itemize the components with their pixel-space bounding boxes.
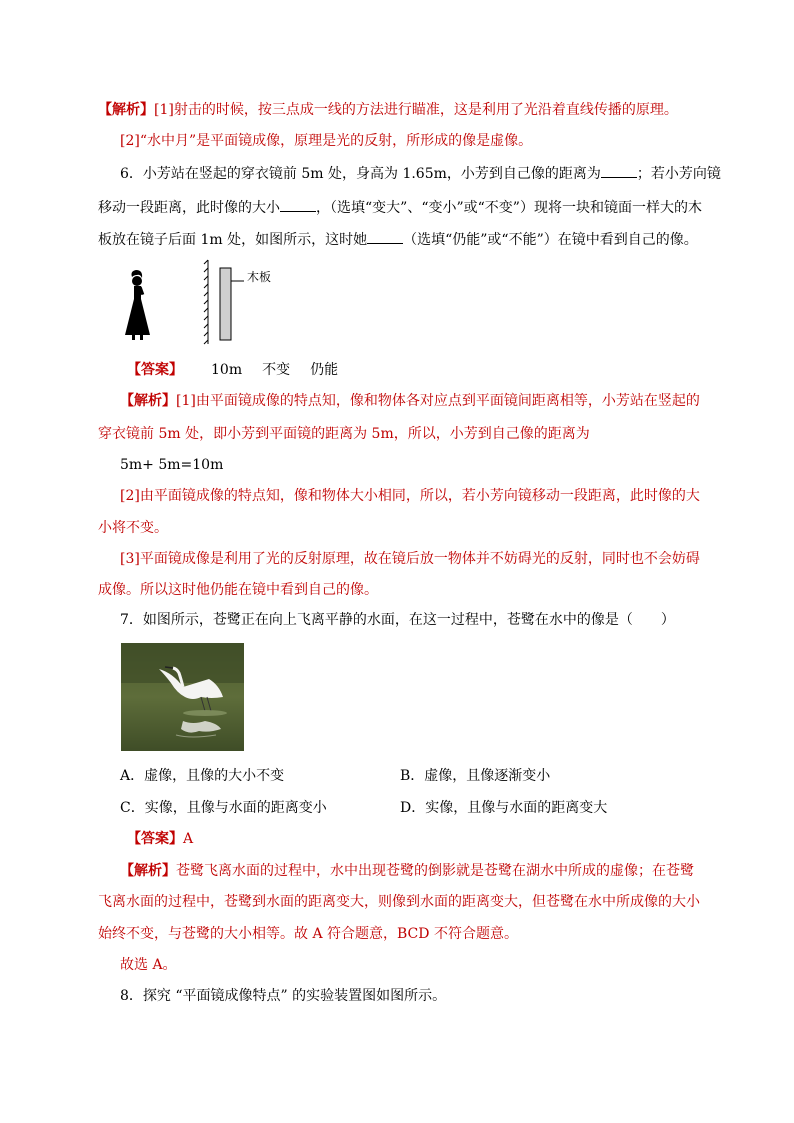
answer-tag: 【答案】 <box>127 831 183 847</box>
answer-value: 仍能 <box>310 362 339 378</box>
girl-figure <box>125 270 150 340</box>
q7-analysis-line3: 始终不变，与苍鹭的大小相等。故 A 符合题意，BCD 不符合题意。 <box>98 926 518 942</box>
analysis-text: [1]由平面镜成像的特点知，像和物体各对应点到平面镜间距离相等，小芳站在竖起的 <box>176 393 700 409</box>
q6-stem-text: 移动一段距离，此时像的大小 <box>98 200 280 216</box>
answer-blank-1 <box>601 162 637 178</box>
analysis-tag: 【解析】 <box>120 393 176 409</box>
q6-formula: 5m+ 5m=10m <box>120 457 224 473</box>
q5-analysis-line1 <box>98 99 678 121</box>
analysis-text: [1]射击的时候，按三点成一线的方法进行瞄准，这是利用了光沿着直线传播的原理。 <box>154 102 678 118</box>
answer-tag: 【答案】 <box>127 362 183 378</box>
analysis-text: 苍鹭飞离水面的过程中，水中出现苍鹭的倒影就是苍鹭在湖水中所成的虚像；在苍鹭 <box>176 863 694 879</box>
board-label: 木板 <box>247 270 272 284</box>
mirror <box>204 260 208 344</box>
analysis-tag: 【解析】 <box>98 102 154 118</box>
q7-analysis-line1 <box>120 860 694 882</box>
q7-option-c: C．实像，且像与水面的距离变小 <box>120 800 327 816</box>
answer-blank-3 <box>367 228 403 244</box>
q7-option-a: A．虚像，且像的大小不变 <box>120 768 285 784</box>
q6-stem-line2 <box>98 196 702 219</box>
q7-analysis-line2: 飞离水面的过程中，苍鹭到水面的距离变大，则像到水面的距离变大，但苍鹭在水中所成像的大小 <box>98 894 700 910</box>
q8-stem: 8．探究 “平面镜成像特点” 的实验装置图如图所示。 <box>120 988 447 1004</box>
q6-analysis-line4: 小将不变。 <box>98 520 168 536</box>
q7-option-d: D．实像，且像与水面的距离变大 <box>400 800 608 816</box>
q6-answer-line <box>127 359 338 381</box>
q7-answer-line <box>127 828 193 850</box>
q6-stem-line1 <box>120 162 721 185</box>
answer-value: 不变 <box>262 362 291 378</box>
heron-photo <box>121 643 244 751</box>
answer-blank-2 <box>280 196 316 212</box>
mirror-board-figure <box>120 257 290 347</box>
q6-stem-text: 6．小芳站在竖起的穿衣镜前 5m 处，身高为 1.65m，小芳到自己像的距离为 <box>120 166 601 182</box>
q5-analysis-line2: [2]“水中月”是平面镜成像，原理是光的反射，所形成的像是虚像。 <box>120 133 533 149</box>
q7-conclusion: 故选 A。 <box>120 957 177 973</box>
q6-stem-text: ；若小芳向镜 <box>636 166 721 182</box>
q6-analysis-line1 <box>120 390 700 412</box>
analysis-tag: 【解析】 <box>120 863 176 879</box>
wooden-board <box>220 268 231 340</box>
q6-analysis-line3: [2]由平面镜成像的特点知，像和物体大小相同，所以，若小芳向镜移动一段距离，此时像的大 <box>120 488 700 504</box>
answer-value: 10m <box>211 362 243 378</box>
q6-stem-text: 板放在镜子后面 1m 处，如图所示，这时她 <box>98 232 368 248</box>
q6-stem-text: （选填“仍能”或“不能”）在镜中看到自己的像。 <box>403 232 698 248</box>
q6-analysis-line5: [3]平面镜成像是利用了光的反射原理，故在镜后放一物体并不妨碍光的反射，同时也不会妨碍 <box>120 551 700 567</box>
answer-value: A <box>183 831 194 847</box>
q7-stem: 7．如图所示，苍鹭正在向上飞离平静的水面，在这一过程中，苍鹭在水中的像是（ ） <box>120 612 675 628</box>
q6-stem-text: ，（选填“变大”、“变小”或“不变”）现将一块和镜面一样大的木 <box>316 200 702 216</box>
q6-analysis-line6: 成像。所以这时他仍能在镜中看到自己的像。 <box>98 582 378 598</box>
heron-photo-svg <box>121 643 244 751</box>
q7-option-b: B．虚像，且像逐渐变小 <box>400 768 551 784</box>
q6-analysis-line2: 穿衣镜前 5m 处，即小芳到平面镜的距离为 5m，所以，小芳到自己像的距离为 <box>98 426 590 442</box>
q6-stem-line3 <box>98 228 698 251</box>
